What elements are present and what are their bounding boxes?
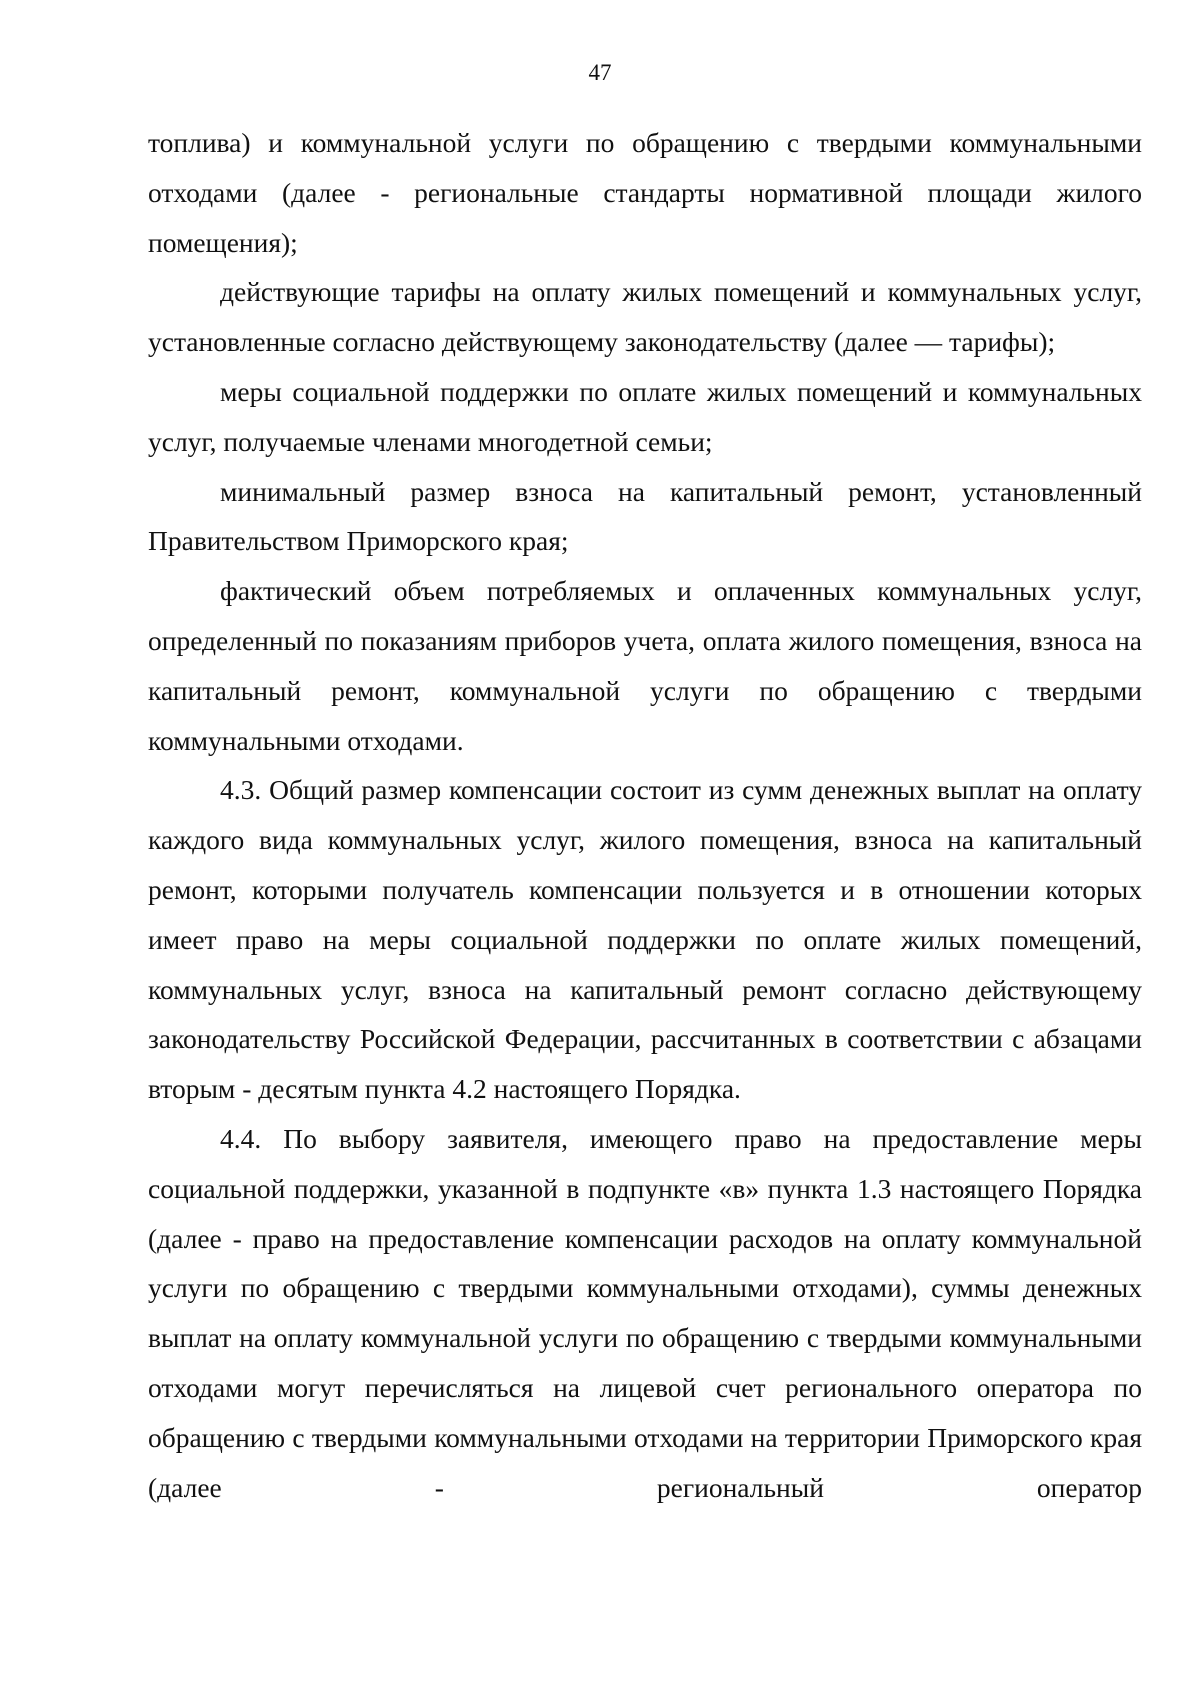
body-text — [148, 118, 1142, 1512]
paragraph-actual-consumption: фактический объем потребляемых и оплаченных коммунальных услуг, определенный по показаниям приборов учета, оплата жилого помещения, взноса на капитальный ремонт, коммунальной услуги по обращению с твердыми коммунальными отходами. — [148, 575, 1142, 756]
paragraph-4-3: 4.3. Общий размер компенсации состоит из сумм денежных выплат на оплату каждого вида коммунальных услуг, жилого помещения, взноса на капитальный ремонт, которыми получатель компенсации пользуется и в отношении которых имеет право на меры социальной поддержки по оплате жилых помещений, коммунальных услуг, взноса на капитальный ремонт согласно действующему законодательству Российской Федерации, рассчитанных в соответствии с абзацами вторым - десятым пункта 4.2 настоящего Порядка. — [148, 774, 1142, 1105]
page-number: 47 — [588, 60, 612, 85]
paragraph-tariffs: действующие тарифы на оплату жилых помещений и коммунальных услуг, установленные согласно действующему законодательству (далее — тарифы); — [148, 276, 1142, 358]
paragraph-support-measures: меры социальной поддержки по оплате жилых помещений и коммунальных услуг, получаемые членами многодетной семьи; — [148, 375, 1142, 457]
paragraph-minimum-contribution: минимальный размер взноса на капитальный ремонт, установленный Правительством Приморского края; — [148, 475, 1142, 557]
paragraph-4-4: 4.4. По выбору заявителя, имеющего право на предоставление меры социальной поддержки, указанной в подпункте «в» пункта 1.3 настоящего Порядка (далее - право на предоставление компенсации расходов на оплату коммунальной услуги по обращению с твердыми коммунальными отходами), суммы денежных выплат на оплату коммунальной услуги по обращению с твердыми коммунальными отходами могут перечисляться на лицевой счет регионального оператора по обращению с твердыми коммунальными отходами на территории Приморского края (далее - региональный оператор — [148, 1122, 1142, 1503]
paragraph-continuation: топлива) и коммунальной услуги по обращению с твердыми коммунальными отходами (далее - региональные стандарты нормативной площади жилого помещения); — [148, 127, 1142, 258]
